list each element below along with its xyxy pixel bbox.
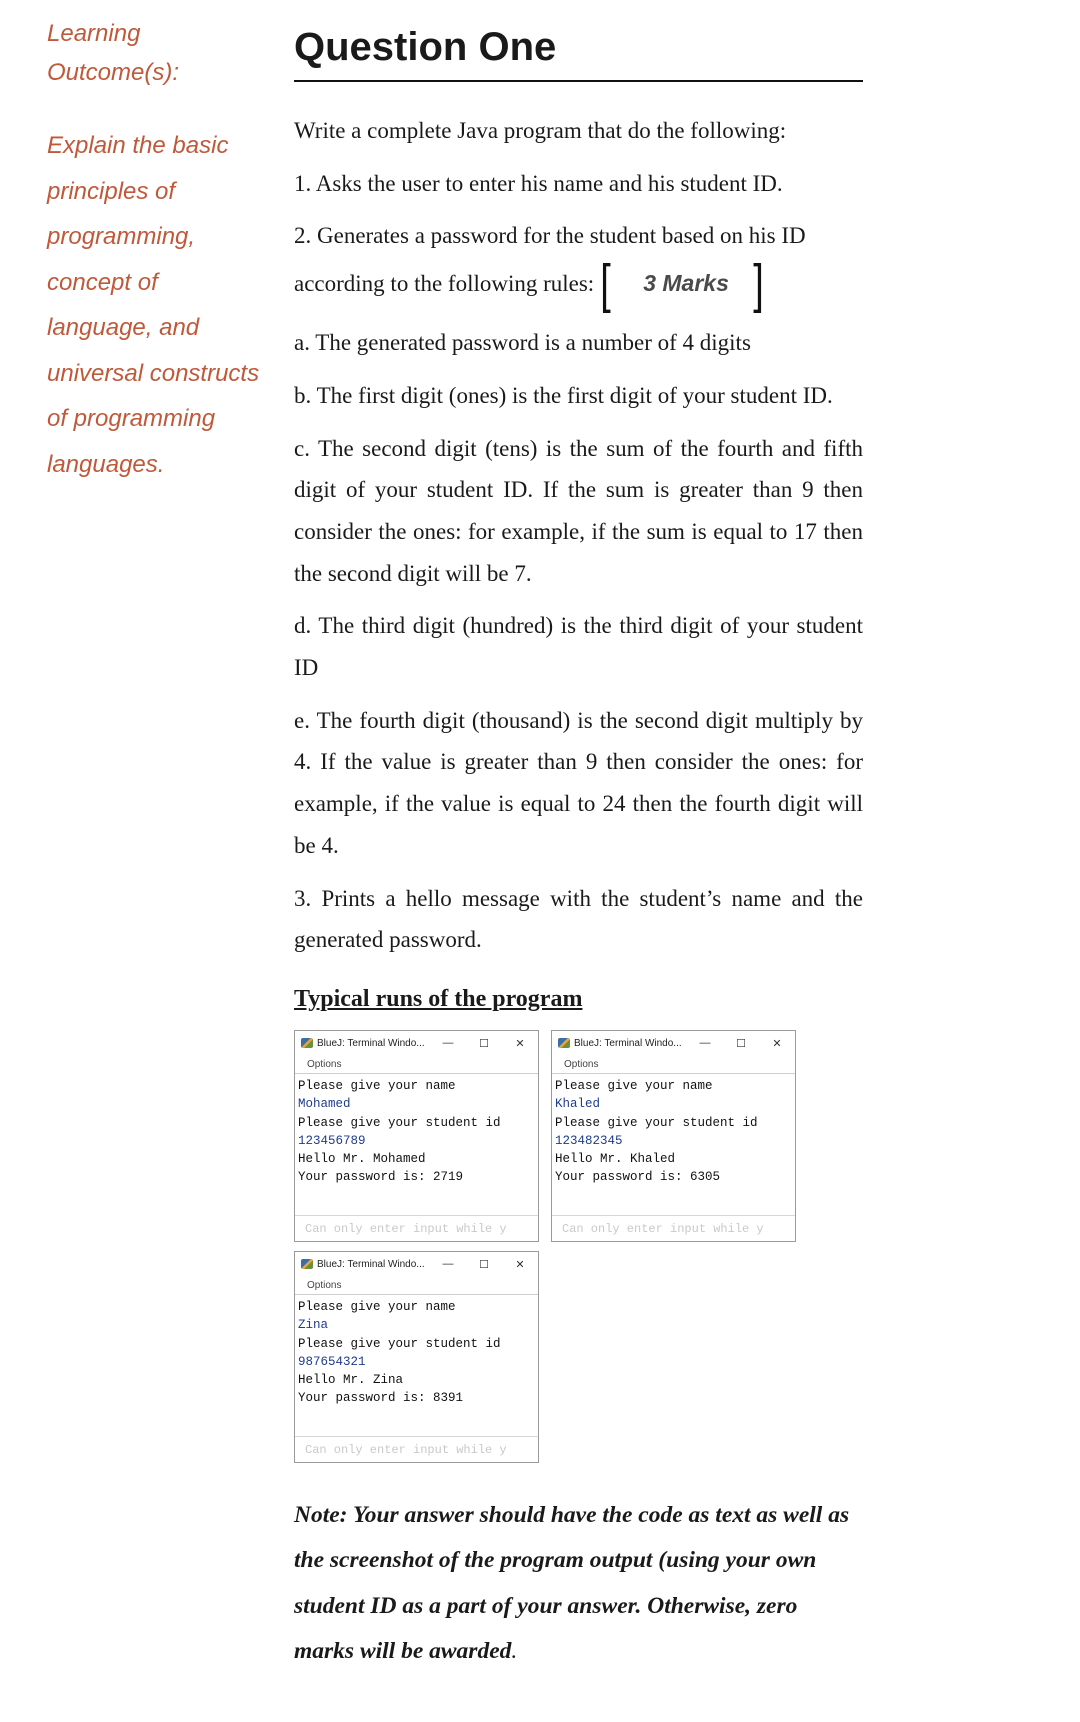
terminal-title: BlueJ: Terminal Windo... — [574, 1037, 682, 1049]
terminal-output — [295, 1295, 538, 1429]
hello-message: Hello Mr. Zina — [298, 1373, 404, 1388]
prompt-id: Please give your student id — [555, 1115, 758, 1130]
rule-a: a. The generated password is a number of 4 digits — [294, 330, 751, 356]
outcome-line: programming, — [47, 223, 196, 250]
heading-line: Outcome(s): — [47, 59, 180, 86]
note-end: . — [511, 1637, 518, 1664]
password-output: Your password is: 6305 — [555, 1170, 721, 1185]
input-id: 987654321 — [298, 1354, 366, 1369]
learning-outcomes-heading — [47, 14, 272, 92]
question-title: Question One — [294, 20, 863, 82]
heading-line: Learning — [47, 20, 141, 47]
close-icon[interactable]: ✕ — [515, 1037, 525, 1050]
rule-b: b. The first digit (ones) is the first digit of your student ID. — [294, 382, 833, 408]
terminal-input-field[interactable]: Can only enter input while y — [295, 1436, 538, 1462]
typical-runs-heading: Typical runs of the program — [294, 985, 583, 1012]
options-menu[interactable]: Options — [295, 1055, 538, 1074]
minimize-icon[interactable]: — — [442, 1037, 454, 1049]
question-content — [294, 20, 863, 1019]
password-output: Your password is: 8391 — [298, 1391, 464, 1406]
terminal-titlebar — [552, 1031, 795, 1055]
terminal-screenshots — [294, 1030, 814, 1470]
terminal-input-field[interactable]: Can only enter input while y — [295, 1215, 538, 1241]
marks-label: 3 Marks — [643, 270, 729, 297]
minimize-icon[interactable]: — — [699, 1037, 711, 1049]
input-id: 123456789 — [298, 1133, 366, 1148]
close-icon[interactable]: ✕ — [515, 1258, 525, 1271]
bluej-icon — [301, 1038, 313, 1048]
rule-e: e. The fourth digit (thousand) is the second digit multiply by 4. If the value is greater than 9 then consider the ones: for example, if the value is equal to 24 then the fourth digit will be 4. — [294, 707, 863, 858]
terminal-title: BlueJ: Terminal Windo... — [317, 1258, 425, 1270]
marks-badge — [598, 254, 766, 315]
minimize-icon[interactable]: — — [442, 1258, 454, 1270]
step-3: 3. Prints a hello message with the student’s name and the generated password. — [294, 885, 863, 953]
right-bracket-icon: ] — [753, 254, 764, 315]
outcome-line: of programming — [47, 405, 216, 432]
left-bracket-icon: [ — [600, 254, 611, 315]
step-2-rules-text: according to the following rules: — [294, 271, 595, 297]
close-icon[interactable]: ✕ — [772, 1037, 782, 1050]
outcome-line: concept of — [47, 268, 158, 296]
rule-d: d. The third digit (hundred) is the third digit of your student ID — [294, 613, 863, 681]
options-menu[interactable]: Options — [552, 1055, 795, 1074]
bluej-icon — [558, 1038, 570, 1048]
hello-message: Hello Mr. Khaled — [555, 1152, 676, 1167]
outcome-line: Explain the basic — [47, 132, 229, 159]
terminal-window — [294, 1251, 539, 1463]
learning-outcomes-text — [47, 123, 272, 487]
terminal-window — [294, 1030, 539, 1242]
rule-c: c. The second digit (tens) is the sum of the fourth and fifth digit of your student ID. If the sum is greater than 9 then consider the ones: for example, if the sum is equal to 17 then the second digit will be 7. — [294, 435, 863, 586]
password-output: Your password is: 2719 — [298, 1170, 464, 1185]
outcome-line: languages. — [47, 450, 165, 478]
input-name: Khaled — [555, 1097, 601, 1112]
outcome-line: principles of — [47, 177, 176, 205]
learning-outcomes-sidebar — [47, 14, 272, 487]
note-text: Note: Your answer should have the code as text as well as the screenshot of the program output (using your own student ID as a part of your answer. Otherwise, zero marks will be awarded — [294, 1502, 850, 1664]
step-1: 1. Asks the user to enter his name and his student ID. — [294, 170, 783, 196]
prompt-name: Please give your name — [298, 1300, 456, 1314]
terminal-titlebar — [295, 1252, 538, 1276]
prompt-name: Please give your name — [555, 1079, 713, 1093]
prompt-id: Please give your student id — [298, 1115, 501, 1130]
terminal-title: BlueJ: Terminal Windo... — [317, 1037, 425, 1049]
terminal-input-field[interactable]: Can only enter input while y — [552, 1215, 795, 1241]
input-name: Zina — [298, 1318, 329, 1333]
step-2-line-2 — [294, 254, 863, 315]
prompt-id: Please give your student id — [298, 1336, 501, 1351]
input-id: 123482345 — [555, 1133, 623, 1148]
question-intro: Write a complete Java program that do the following: — [294, 118, 787, 143]
maximize-icon[interactable]: ☐ — [479, 1258, 489, 1271]
outcome-line: universal constructs — [47, 359, 260, 387]
terminal-window — [551, 1030, 796, 1242]
step-2 — [294, 215, 863, 315]
terminal-output — [552, 1074, 795, 1208]
maximize-icon[interactable]: ☐ — [479, 1037, 489, 1050]
input-name: Mohamed — [298, 1097, 351, 1112]
hello-message: Hello Mr. Mohamed — [298, 1152, 426, 1167]
terminal-output — [295, 1074, 538, 1208]
terminal-titlebar — [295, 1031, 538, 1055]
outcome-line: language, and — [47, 314, 200, 341]
options-menu[interactable]: Options — [295, 1276, 538, 1295]
submission-note — [294, 1493, 863, 1674]
step-2-line-1: 2. Generates a password for the student based on his ID — [294, 223, 806, 249]
maximize-icon[interactable]: ☐ — [736, 1037, 746, 1050]
bluej-icon — [301, 1259, 313, 1269]
prompt-name: Please give your name — [298, 1079, 456, 1093]
